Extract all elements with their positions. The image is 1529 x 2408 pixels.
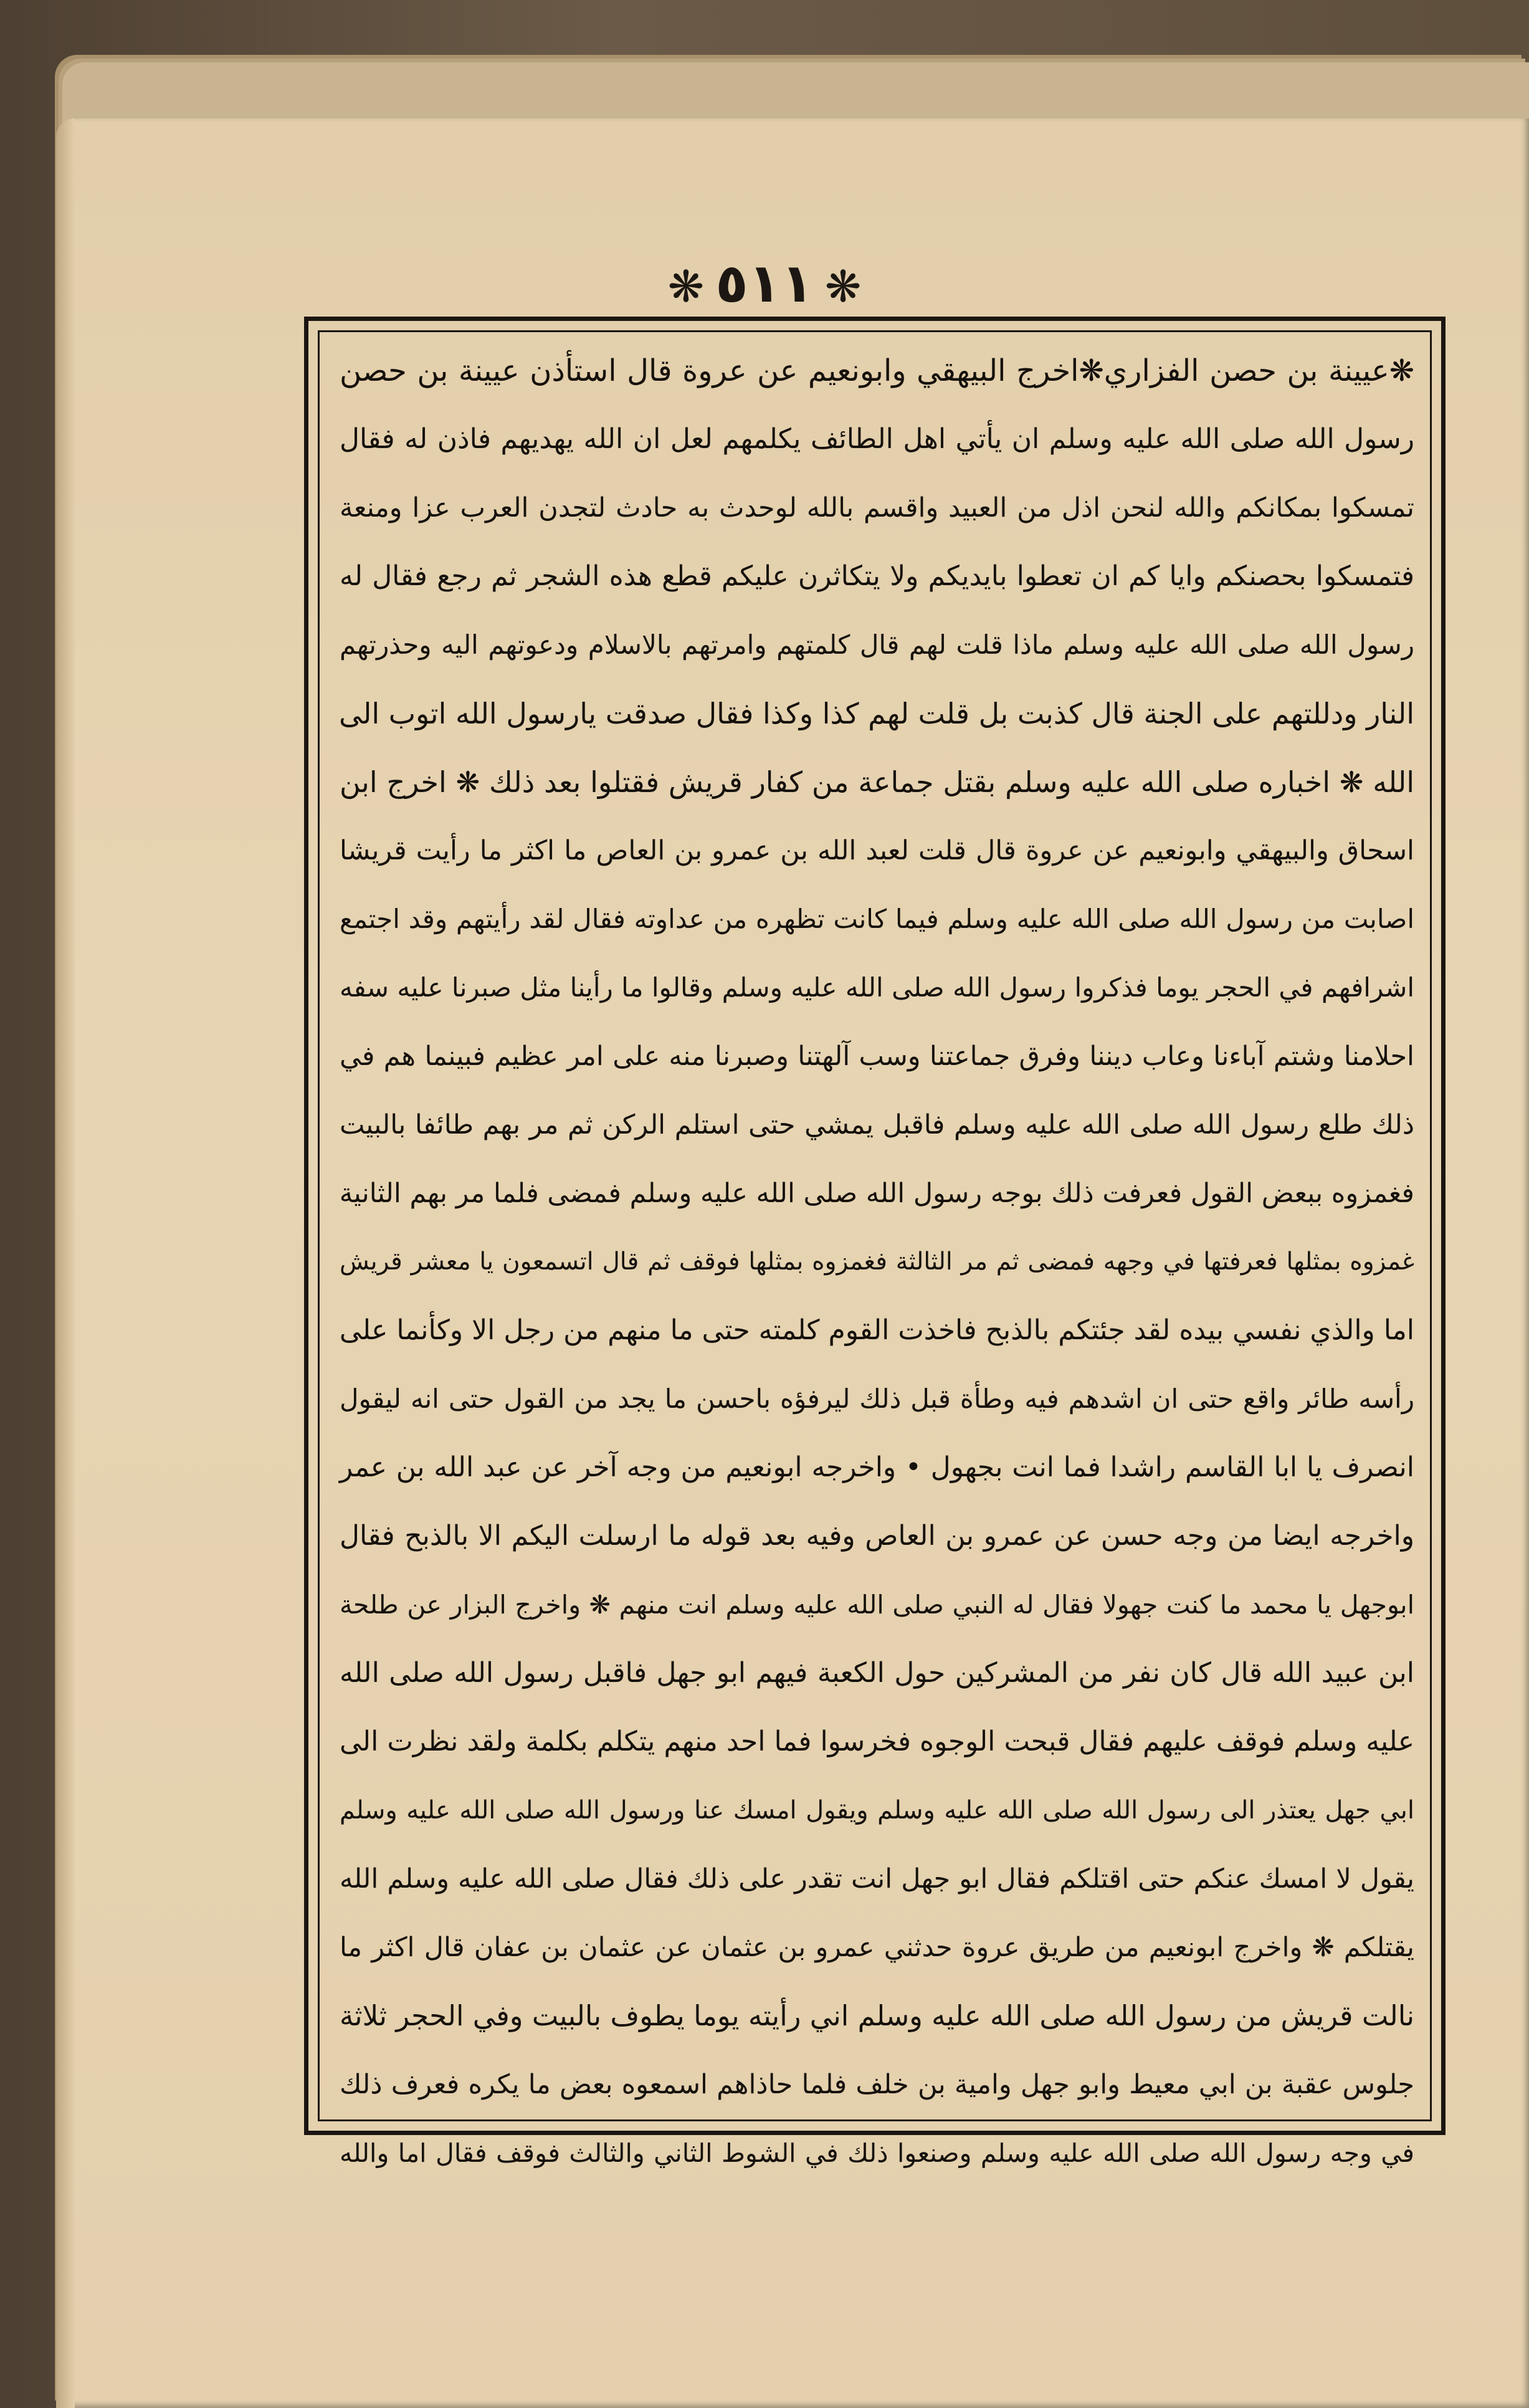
text-line: جلوس عقبة بن ابي معيط وابو جهل وامية بن خلف فلما حاذاهم اسمعوه بعض ما يكره فعرف ذلك [340, 2069, 1414, 2100]
page-edge-shadow [56, 118, 75, 2408]
text-line: رسول الله صلى الله عليه وسلم ان يأتي اهل الطائف يكلمهم لعل ان الله يهديهم فاذن له فقال [340, 423, 1414, 455]
text-line: ابي جهل يعتذر الى رسول الله صلى الله عليه وسلم ويقول امسك عنا ورسول الله صلى الله عليه وسلم [340, 1796, 1414, 1825]
text-line: ذلك طلع رسول الله صلى الله عليه وسلم فاقبل يمشي حتى استلم الركن ثم مر بهم طائفا بالبيت [340, 1109, 1414, 1140]
ornament-icon: ❋ [667, 261, 705, 312]
main-text-block [338, 337, 1414, 2168]
text-line: ابن عبيد الله قال كان نفر من المشركين حول الكعبة فيهم ابو جهل فاقبل رسول الله صلى الله [340, 1657, 1414, 1689]
text-line: اصابت من رسول الله صلى الله عليه وسلم فيما كانت تظهره من عداوته فقال لقد رأيتهم وقد اجتمع [340, 904, 1414, 934]
text-line: النار ودللتهم على الجنة قال كذبت بل قلت لهم كذا وكذا فقال صدقت يارسول الله اتوب الى [338, 697, 1414, 730]
text-line: تمسكوا بمكانكم والله لنحن اذل من العبيد واقسم بالله لوحدث به حادث لتجدن العرب عزا ومنعة [340, 492, 1414, 523]
text-line: في وجه رسول الله صلى الله عليه وسلم وصنعوا ذلك في الشوط الثاني والثالث فوقف فقال اما والله [340, 2138, 1414, 2168]
text-line: غمزوه بمثلها فعرفتها في وجهه فمضى ثم مر الثالثة فغمزوه بمثلها فوقف ثم قال اتسمعون يا معشر قريش [340, 1248, 1414, 1276]
text-line: احلامنا وشتم آباءنا وعاب ديننا وفرق جماعتنا وسب آلهتنا وصبرنا منه على امر عظيم فبينما هم في [340, 1041, 1414, 1072]
text-line: فغمزوه ببعض القول فعرفت ذلك بوجه رسول الله صلى الله عليه وسلم فمضى فلما مر بهم الثانية [339, 1178, 1414, 1209]
text-line: ابوجهل يا محمد ما كنت جهولا فقال له النبي صلى الله عليه وسلم انت منهم ❋ واخرج البزار عن طلحة [340, 1590, 1414, 1620]
page-number [657, 252, 873, 315]
text-line: انصرف يا ابا القاسم راشدا فما انت بجهول • واخرجه ابونعيم من وجه آخر عن عبد الله بن عمر [340, 1451, 1414, 1483]
page-number-value: ٥١١ [715, 252, 814, 315]
text-line: الله ❋ اخباره صلى الله عليه وسلم بقتل جماعة من كفار قريش فقتلوا بعد ذلك ❋ اخرج ابن [340, 765, 1414, 799]
text-line: اما والذي نفسي بيده لقد جئتكم بالذبح فاخذت القوم كلمته حتى ما منهم من رجل الا وكأنما على [339, 1314, 1414, 1346]
text-line: يقتلكم ❋ واخرج ابونعيم من طريق عروة حدثني عمرو بن عثمان عن عثمان بن عفان قال اكثر ما [340, 1932, 1414, 1963]
text-line: نالت قريش من رسول الله صلى الله عليه وسلم اني رأيته يوما يطوف بالبيت وفي الحجر ثلاثة [340, 1999, 1414, 2032]
text-line: اشرافهم في الحجر يوما فذكروا رسول الله صلى الله عليه وسلم وقالوا ما رأينا مثل صبرنا عليه سفه [340, 972, 1414, 1003]
text-line: رأسه طائر واقع حتى ان اشدهم فيه وطأة قبل ذلك ليرفؤه باحسن ما يجد من القول حتى انه ليقول [340, 1383, 1414, 1414]
text-line: رسول الله صلى الله عليه وسلم ماذا قلت لهم قال كلمتهم وامرتهم بالاسلام ودعوتهم اليه وحذرتهم [340, 629, 1414, 660]
text-line: عليه وسلم فوقف عليهم فقال قبحت الوجوه فخرسوا فما احد منهم يتكلم بكلمة ولقد نظرت الى [340, 1726, 1414, 1757]
text-line: يقول لا امسك عنكم حتى اقتلكم فقال ابو جهل انت تقدر على ذلك فقال صلى الله عليه وسلم الله [340, 1863, 1414, 1894]
text-line: فتمسكوا بحصنكم وايا كم ان تعطوا بايديكم ولا يتكاثرن عليكم قطع هذه الشجر ثم رجع فقال له [340, 560, 1414, 592]
text-line: اسحاق والبيهقي وابونعيم عن عروة قال قلت لعبد الله بن عمرو بن العاص ما اكثر ما رأيت قريشا [340, 835, 1414, 866]
ornament-icon: ❋ [824, 261, 862, 312]
text-line: واخرجه ايضا من وجه حسن عن عمرو بن العاص وفيه بعد قوله ما ارسلت اليكم الا بالذبح فقال [340, 1520, 1414, 1552]
text-line: ❋عيينة بن حصن الفزاري❋اخرج البيهقي وابونعيم عن عروة قال استأذن عيينة بن حصن [340, 353, 1414, 388]
